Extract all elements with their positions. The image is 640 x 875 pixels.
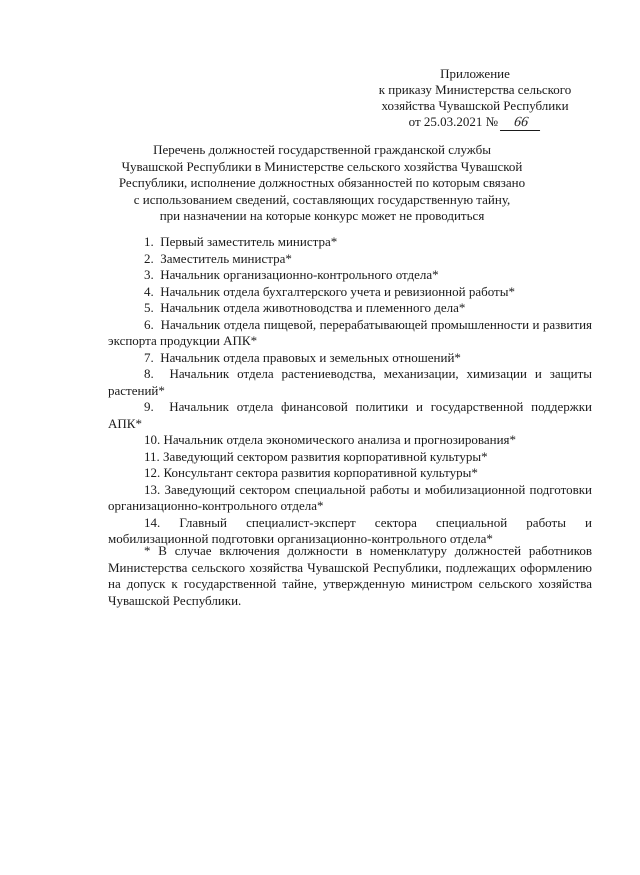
item-number: 8. [144,366,154,381]
list-item [108,482,592,515]
item-number: 14. [144,514,161,530]
list-item [108,317,592,350]
item-number: 5. [144,300,154,315]
item-text: Начальник отдела животноводства и племенного дела* [160,300,466,315]
item-text: Главный специалист-эксперт сектора специальной работы и мобилизационной подготовки организационно-контрольного отдела* [108,514,593,546]
item-text: Начальник отдела бухгалтерского учета и ревизионной работы* [160,283,515,299]
item-number: 9. [144,399,154,414]
appendix-date: от 25.03.2021 № [408,114,499,129]
item-number: 6. [144,316,154,332]
item-text: Начальник отдела правовых и земельных отношений* [160,349,461,365]
item-text: Заведующий сектором специальной работы и мобилизационной подготовки организационно-контрольного отдела* [108,481,593,513]
document-title [112,142,532,225]
positions-list [108,234,592,548]
item-number: 13. [144,481,161,497]
item-number: 7. [144,349,154,365]
footnote: * В случае включения должности в номенклатуру должностей работников Министерства сельского хозяйства Чувашской Республики, подлежащих оформлению на допуск к государственной тайне, утвержденную министром сельского хозяйства Чувашской Республики. [108,543,592,608]
item-text: Начальник отдела финансовой политики и государственной поддержки АПК* [108,399,592,431]
item-number: 4. [144,283,154,299]
list-item [108,399,592,432]
list-item [108,366,592,399]
title-line-4: с использованием сведений, составляющих государственную тайну, [133,191,511,207]
item-text: Консультант сектора развития корпоративной культуры* [163,465,478,480]
appendix-ministry: хозяйства Чувашской Республики [381,98,569,113]
item-text: Первый заместитель министра* [160,234,338,249]
appendix-order-ref: к приказу Министерства сельского [378,82,572,97]
item-text: Начальник отдела экономического анализа и прогнозирования* [163,432,517,447]
appendix-label: Приложение [440,66,510,81]
title-line-1: Перечень должностей государственной гражданской службы [153,142,491,157]
list-item [108,350,592,367]
item-number: 2. [144,250,154,266]
list-item [108,449,592,466]
item-number: 3. [144,267,154,282]
item-number: 1. [144,234,154,249]
item-text: Начальник отдела пищевой, перерабатывающей промышленности и развития экспорта продукции АПК* [108,316,593,348]
item-text: Заведующий сектором развития корпоративной культуры* [163,448,488,464]
title-line-2: Чувашской Республики в Министерстве сельского хозяйства Чувашской [121,158,523,174]
list-item [108,234,592,251]
list-item [108,267,592,284]
item-number: 10. [144,432,161,447]
appendix-date-line [360,114,590,131]
item-text: Начальник отдела растениеводства, механизации, химизации и защиты растений* [108,366,592,398]
item-number: 12. [144,465,161,480]
item-text: Начальник организационно-контрольного отдела* [160,267,439,282]
list-item [108,251,592,268]
item-text: Заместитель министра* [160,250,292,266]
list-item [108,284,592,301]
title-line-5: при назначении на которые конкурс может не проводиться [159,208,485,223]
order-number-handwritten: 66 [500,116,542,131]
appendix-header [360,66,590,131]
list-item [108,432,592,449]
item-number: 11. [144,448,160,464]
list-item [108,300,592,317]
list-item [108,465,592,482]
title-line-3: Республики, исполнение должностных обязанностей по которым связано [118,175,526,190]
